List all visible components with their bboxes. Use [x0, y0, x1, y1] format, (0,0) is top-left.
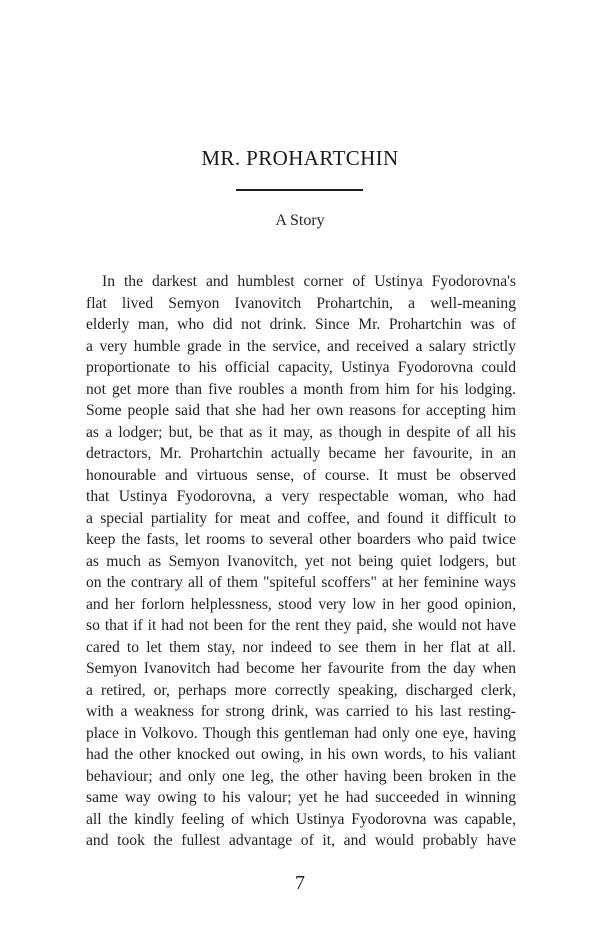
- text-line: and her forlorn helplessness, stood very low in her good opinion,: [86, 595, 516, 613]
- text-line: a very humble grade in the service, and received a salary strictly: [86, 337, 516, 355]
- text-line: not get more than five roubles a month from him for his lodging.: [86, 380, 516, 398]
- text-line: that Ustinya Fyodorovna, a very respectable woman, who had: [86, 488, 516, 505]
- text-line: same way owing to his valour; yet he had succeeded in winning: [86, 789, 516, 806]
- text-line: Semyon Ivanovitch had become her favourite from the day when: [86, 660, 516, 677]
- text-line: a special partiality for meat and coffee, and found it difficult to: [86, 509, 516, 527]
- text-line: In the darkest and humblest corner of Ustinya Fyodorovna's: [102, 273, 516, 290]
- page-number: 7: [295, 872, 305, 894]
- title-divider: [236, 189, 363, 191]
- text-line: detractors, Mr. Prohartchin actually became her favourite, in an: [86, 445, 516, 462]
- text-line: proportionate to his official capacity, Ustinya Fyodorovna could: [86, 359, 516, 376]
- text-line: a retired, or, perhaps more correctly speaking, discharged clerk,: [86, 681, 516, 699]
- text-line: place in Volkovo. Though this gentleman had only one eye, having: [86, 724, 516, 742]
- body-text: [86, 271, 516, 852]
- text-line: keep the fasts, let rooms to several other boarders who paid twice: [86, 531, 516, 548]
- text-line: Some people said that she had her own reasons for accepting him: [86, 402, 516, 419]
- text-line: so that if it had not been for the rent they paid, she would not have: [86, 617, 516, 634]
- text-line: elderly man, who did not drink. Since Mr. Prohartchin was of: [86, 316, 516, 333]
- text-line: and took the fullest advantage of it, and would probably have: [86, 832, 516, 849]
- text-line: honourable and virtuous sense, of course. It must be observed: [86, 466, 516, 484]
- text-line: cared to let them stay, nor indeed to see them in her flat at all.: [86, 638, 516, 656]
- text-line: flat lived Semyon Ivanovitch Prohartchin, a well-meaning: [86, 294, 516, 312]
- text-line: with a weakness for strong drink, was carried to his last resting-: [86, 703, 516, 720]
- text-line: behaviour; and only one leg, the other having been broken in the: [86, 767, 516, 785]
- text-line: on the contrary all of them "spiteful scoffers" at her feminine ways: [86, 574, 516, 591]
- text-line: all the kindly feeling of which Ustinya Fyodorovna was capable,: [86, 810, 516, 828]
- text-line: as a lodger; but, be that as it may, as though in despite of all his: [86, 423, 516, 441]
- text-line: as much as Semyon Ivanovitch, yet not being quiet lodgers, but: [86, 552, 516, 570]
- chapter-subtitle: A Story: [275, 212, 325, 229]
- text-line: had the other knocked out owing, in his own words, to his valiant: [86, 746, 516, 763]
- chapter-title: MR. PROHARTCHIN: [201, 146, 399, 170]
